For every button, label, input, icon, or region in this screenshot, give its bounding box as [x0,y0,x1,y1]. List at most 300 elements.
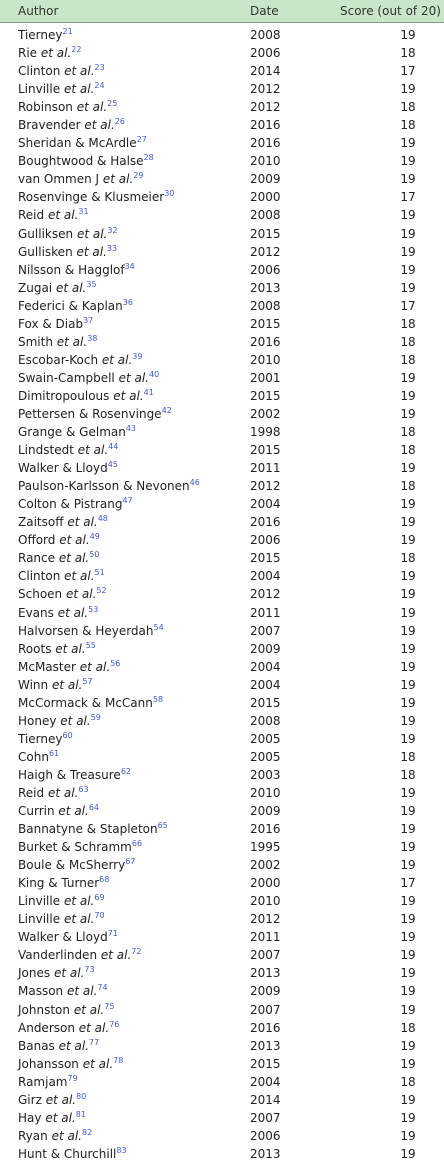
date-cell: 2011 [250,930,281,945]
date-cell: 2016 [250,515,281,530]
reference-link[interactable]: 55 [85,640,96,650]
table-row [0,315,444,333]
reference-link[interactable]: 72 [131,947,142,957]
table-row [0,712,444,730]
author-name: Hunt & Churchill [18,1146,117,1161]
score-cell: 19 [400,641,416,656]
score-cell: 18 [400,551,416,566]
reference-link[interactable]: 38 [87,333,98,343]
reference-link[interactable]: 34 [124,261,135,271]
reference-link[interactable]: 64 [88,803,100,813]
score-cell: 19 [400,208,416,223]
score-cell: 19 [400,948,416,963]
et-al-text: et al. [47,785,79,800]
reference-link[interactable]: 52 [96,586,107,596]
reference-link[interactable]: 35 [86,279,97,289]
reference-link[interactable]: 44 [108,442,119,452]
table-row [0,694,444,712]
et-al-text: et al. [63,894,95,909]
table-row [0,1001,444,1019]
author-cell [18,80,105,98]
et-al-text: et al. [59,533,90,548]
table-row [0,206,444,224]
reference-link[interactable]: 29 [133,171,144,181]
author-cell [18,243,117,261]
score-cell: 18 [400,352,416,367]
date-cell: 2015 [250,388,281,403]
author-name: Gulliksen [18,226,74,241]
reference-link[interactable]: 43 [125,424,137,434]
author-name: Banas [18,1038,55,1053]
reference-link[interactable]: 48 [97,514,108,524]
table-row [0,622,444,640]
reference-link[interactable]: 67 [125,857,136,867]
reference-link[interactable]: 76 [109,1019,120,1029]
author-cell [18,838,142,856]
table-row [0,982,444,1000]
reference-link[interactable]: 37 [83,315,94,325]
author-name: Smith [18,334,53,349]
table-row [0,387,444,405]
reference-link[interactable]: 28 [143,153,154,163]
table-row [0,188,444,206]
author-name: Zaitsoff [18,515,64,530]
date-cell: 2004 [250,569,281,584]
table-row [0,441,444,459]
reference-link[interactable]: 73 [84,965,95,975]
reference-link[interactable]: 31 [78,207,89,217]
reference-link[interactable]: 78 [113,1055,124,1065]
table-row [0,459,444,477]
author-name: Linville [18,912,61,927]
reference-link[interactable]: 27 [136,135,147,145]
author-name: Boughtwood & Halse [18,154,144,169]
score-cell: 18 [400,443,416,458]
author-cell [18,1127,92,1145]
author-name: Rance [18,551,56,566]
score-cell: 19 [400,1128,416,1143]
table-row [0,1127,444,1145]
table-row [0,766,444,784]
reference-link[interactable]: 36 [122,297,133,307]
table-header [0,0,444,23]
score-cell: 18 [400,749,416,764]
author-name: Honey [18,713,57,728]
author-cell [18,730,73,748]
header-date: Date [250,4,279,18]
et-al-text: et al. [84,118,115,133]
author-cell [18,928,118,946]
et-al-text: et al. [82,1056,114,1071]
reference-link[interactable]: 68 [99,875,110,885]
table-row [0,604,444,622]
author-name: Tierney [18,28,63,42]
table-row [0,910,444,928]
date-cell: 2013 [250,1038,281,1053]
reference-link[interactable]: 70 [94,911,105,921]
table-row [0,1073,444,1091]
table-row [0,640,444,658]
date-cell: 2009 [250,984,281,999]
score-cell: 18 [400,425,416,440]
reference-link[interactable]: 80 [76,1091,87,1101]
et-al-text: et al. [51,1128,82,1143]
author-cell [18,1145,127,1163]
date-cell: 2013 [250,1146,281,1161]
author-cell [18,387,154,405]
reference-link[interactable]: 71 [107,929,118,939]
table-row [0,946,444,964]
author-name: Walker & Lloyd [18,930,108,945]
date-cell: 1998 [250,425,281,440]
author-cell [18,405,172,423]
table-row [0,964,444,982]
author-cell [18,1091,86,1109]
date-cell: 2008 [250,298,281,313]
score-cell: 19 [400,804,416,819]
date-cell: 2012 [250,100,281,115]
author-name: Rie [18,46,38,61]
author-cell [18,910,105,928]
reference-link[interactable]: 54 [153,622,164,632]
reference-link[interactable]: 75 [104,1001,115,1011]
author-cell [18,477,200,495]
author-name: Clinton [18,569,61,584]
score-cell: 19 [400,461,416,476]
author-cell [18,152,154,170]
date-cell: 2015 [250,551,281,566]
reference-link[interactable]: 32 [107,225,118,235]
score-cell: 18 [400,100,416,115]
author-name: Johnston [18,1002,70,1017]
date-cell: 2003 [250,767,281,782]
author-name: van Ommen J [18,172,100,187]
table-row [0,44,444,62]
author-name: Reid [18,785,45,800]
author-cell [18,640,96,658]
score-cell: 18 [400,1074,416,1089]
reference-link[interactable]: 50 [89,550,100,560]
score-cell: 19 [400,822,416,837]
reference-link[interactable]: 33 [106,243,118,253]
table-body [0,23,444,1163]
table-row [0,495,444,513]
reference-link[interactable]: 22 [71,45,82,55]
score-cell: 19 [400,731,416,746]
reference-link[interactable]: 83 [116,1145,127,1155]
et-al-text: et al. [64,569,95,584]
table-row [0,874,444,892]
date-cell: 2012 [250,82,281,97]
author-name: Linville [18,894,61,909]
reference-link[interactable]: 51 [94,568,105,578]
table-row [0,423,444,441]
et-al-text: et al. [51,677,83,692]
author-name: Linville [18,82,61,97]
header-score: Score (out of 20) [340,4,441,18]
date-cell: 2011 [250,461,281,476]
reference-link[interactable]: 69 [94,893,105,903]
et-al-text: et al. [101,352,133,367]
reference-link[interactable]: 79 [67,1073,78,1083]
author-cell [18,116,125,134]
date-cell: 2006 [250,533,281,548]
score-cell: 19 [400,912,416,927]
date-cell: 2005 [250,749,281,764]
et-al-text: et al. [58,551,90,566]
date-cell: 2010 [250,785,281,800]
author-name: Robinson [18,100,73,115]
author-name: Roots [18,641,52,656]
author-name: Haigh & Treasure [18,767,121,782]
score-cell: 19 [400,785,416,800]
table-row [0,261,444,279]
date-cell: 2016 [250,136,281,151]
author-cell [18,170,143,188]
et-al-text: et al. [118,370,149,385]
score-cell: 19 [400,1002,416,1017]
author-name: Gullisken [18,244,73,259]
et-al-text: et al. [113,388,144,403]
et-al-text: et al. [78,1020,110,1035]
reference-link[interactable]: 63 [78,784,89,794]
author-name: Swain-Campbell [18,370,115,385]
author-cell [18,297,133,315]
reference-link[interactable]: 59 [90,712,101,722]
reference-link[interactable]: 23 [94,63,105,73]
table-row [0,26,444,44]
et-al-text: et al. [76,100,108,115]
reference-link[interactable]: 66 [131,839,143,849]
author-cell [18,784,89,802]
reference-link[interactable]: 42 [161,405,172,415]
score-cell: 19 [400,136,416,151]
reference-link[interactable]: 60 [62,730,73,740]
date-cell: 2015 [250,226,281,241]
reference-link[interactable]: 45 [107,460,118,470]
author-name: Johansson [18,1056,79,1071]
date-cell: 2006 [250,262,281,277]
score-cell: 19 [400,172,416,187]
reference-link[interactable]: 47 [122,496,133,506]
author-cell [18,982,108,1000]
table-row [0,892,444,910]
author-cell [18,188,174,206]
table-row [0,98,444,116]
author-name: Vanderlinden [18,948,98,963]
reference-link[interactable]: 65 [157,821,168,831]
author-name: McMaster [18,659,76,674]
date-cell: 2016 [250,118,281,133]
date-cell: 2009 [250,804,281,819]
score-cell: 19 [400,515,416,530]
author-name: Currin [18,804,55,819]
score-cell: 19 [400,280,416,295]
date-cell: 2000 [250,876,281,891]
author-name: McCormack & McCann [18,695,153,710]
reference-link[interactable]: 62 [120,766,131,776]
et-al-text: et al. [40,46,72,61]
table-row [0,531,444,549]
author-cell [18,748,59,766]
table-row [0,1037,444,1055]
date-cell: 2008 [250,713,281,728]
reference-link[interactable]: 46 [189,478,200,488]
table-row [0,225,444,243]
reference-link[interactable]: 57 [82,676,93,686]
reference-link[interactable]: 26 [114,117,125,127]
author-cell [18,622,164,640]
score-cell: 17 [400,876,416,891]
author-cell [18,423,136,441]
table-row [0,676,444,694]
date-cell: 2012 [250,587,281,602]
reference-link[interactable]: 41 [143,387,154,397]
header-author: Author [18,4,59,18]
table-row [0,351,444,369]
date-cell: 2012 [250,479,281,494]
date-cell: 2006 [250,46,281,61]
author-name: Lindstedt [18,443,74,458]
score-cell: 19 [400,569,416,584]
author-cell [18,531,100,549]
author-cell [18,694,163,712]
et-al-text: et al. [100,948,132,963]
author-name: Hay [18,1110,42,1125]
date-cell: 2007 [250,1110,281,1125]
score-cell: 19 [400,894,416,909]
table-row [0,838,444,856]
table-row [0,1145,444,1163]
table-row [0,802,444,820]
table-row [0,1055,444,1073]
table-row [0,62,444,80]
author-name: Escobar-Koch [18,352,99,367]
date-cell: 2015 [250,695,281,710]
author-name: Cohn [18,749,49,764]
author-cell [18,513,108,531]
reference-link[interactable]: 58 [152,694,164,704]
reference-link[interactable]: 81 [75,1109,86,1119]
date-cell: 2014 [250,1092,281,1107]
author-cell [18,134,147,152]
et-al-text: et al. [76,244,107,259]
author-name: Ryan [18,1128,48,1143]
score-cell: 19 [400,587,416,602]
score-cell: 18 [400,479,416,494]
reference-link[interactable]: 77 [89,1037,100,1047]
author-cell [18,315,93,333]
date-cell: 2016 [250,1020,281,1035]
table-row [0,369,444,387]
reference-link[interactable]: 40 [149,369,160,379]
author-cell [18,964,95,982]
reference-link[interactable]: 49 [89,532,100,542]
author-cell [18,856,135,874]
date-cell: 2007 [250,948,281,963]
score-cell: 19 [400,82,416,97]
author-cell [18,279,97,297]
author-cell [18,1019,119,1037]
reference-link[interactable]: 24 [94,81,105,91]
et-al-text: et al. [102,172,134,187]
table-row [0,513,444,531]
date-cell: 2016 [250,334,281,349]
date-cell: 2014 [250,64,281,79]
author-cell [18,1055,123,1073]
table-row [0,730,444,748]
author-cell [18,369,159,387]
score-cell: 19 [400,930,416,945]
author-cell [18,766,131,784]
table-row [0,658,444,676]
et-al-text: et al. [73,1002,105,1017]
table-row [0,170,444,188]
et-al-text: et al. [76,226,108,241]
score-cell: 18 [400,767,416,782]
author-cell [18,1109,86,1127]
date-cell: 2015 [250,443,281,458]
reference-link[interactable]: 39 [132,351,143,361]
table-row [0,567,444,585]
score-cell: 19 [400,244,416,259]
author-cell [18,802,99,820]
date-cell: 2011 [250,605,281,620]
score-cell: 19 [400,605,416,620]
author-cell [18,892,105,910]
author-cell [18,946,141,964]
reference-link[interactable]: 21 [62,27,73,36]
score-cell: 17 [400,298,416,313]
author-name: Fox & Diab [18,316,84,331]
score-cell: 19 [400,840,416,855]
date-cell: 2004 [250,677,281,692]
reference-link[interactable]: 30 [164,189,175,199]
table-row [0,80,444,98]
table-row [0,134,444,152]
table-row [0,405,444,423]
reference-link[interactable]: 82 [81,1127,93,1137]
reference-link[interactable]: 25 [107,99,118,109]
et-al-text: et al. [67,515,98,530]
table-row [0,549,444,567]
date-cell: 2009 [250,641,281,656]
score-cell: 19 [400,984,416,999]
score-cell: 19 [400,659,416,674]
author-name: Grange & Gelman [18,425,126,440]
author-cell [18,585,107,603]
reference-link[interactable]: 53 [88,604,99,614]
author-cell [18,1037,99,1055]
score-cell: 19 [400,388,416,403]
table-row [0,477,444,495]
author-cell [18,261,135,279]
date-cell: 2015 [250,316,281,331]
author-name: Clinton [18,64,61,79]
table-row [0,297,444,315]
date-cell: 2000 [250,190,281,205]
author-name: Walker & Lloyd [18,461,108,476]
date-cell: 2005 [250,731,281,746]
reference-link[interactable]: 56 [110,658,121,668]
reference-link[interactable]: 74 [97,983,108,993]
author-name: King & Turner [18,876,100,891]
et-al-text: et al. [65,587,97,602]
reference-link[interactable]: 61 [48,748,60,758]
author-name: Pettersen & Rosenvinge [18,406,162,421]
score-cell: 19 [400,713,416,728]
et-al-text: et al. [67,984,98,999]
